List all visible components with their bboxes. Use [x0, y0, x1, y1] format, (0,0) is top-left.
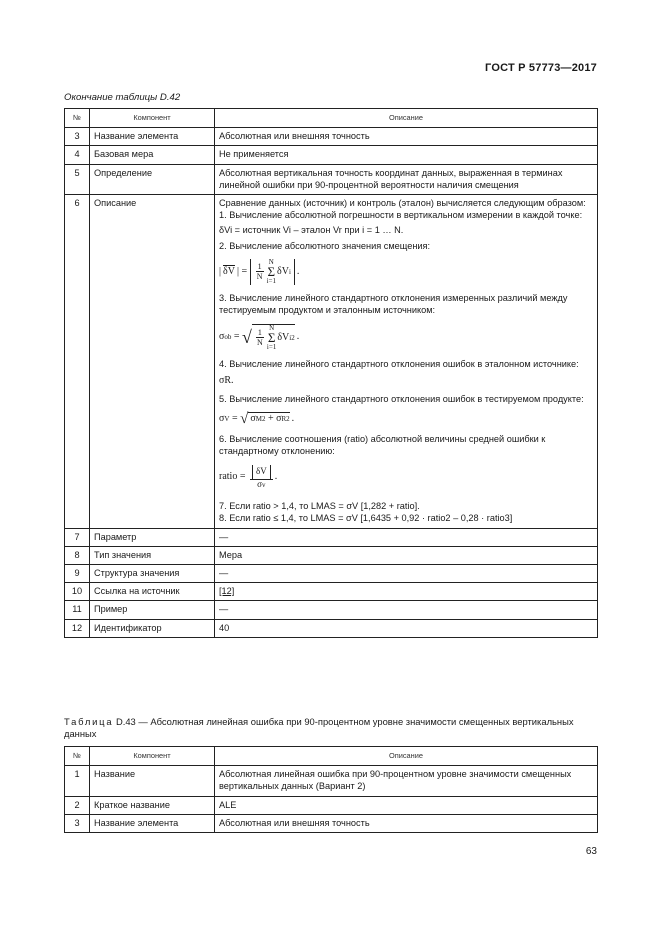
step-4: 4. Вычисление линейного стандартного отклонения ошибок в эталонном источнике: — [219, 359, 579, 370]
step-6: 6. Вычисление соотношения (ratio) абсолютной величины средней ошибки к стандартному отклонению: — [219, 433, 546, 457]
table1-caption: Окончание таблицы D.42 — [64, 92, 181, 103]
row-description: Абсолютная линейная ошибка при 90-процентном уровне значимости смещенных вертикальных данных (Вариант 2) — [215, 766, 598, 796]
row-num: 3 — [65, 814, 90, 832]
header-component: Компонент — [90, 747, 215, 766]
row-description: Абсолютная или внешняя точность — [215, 128, 598, 146]
header-num: № — [65, 109, 90, 128]
header-component: Компонент — [90, 109, 215, 128]
table-row — [65, 796, 598, 814]
row-component: Идентификатор — [90, 619, 215, 637]
formula-bias: | $\overline{\delta V}$ | = $\frac{1}{N}$ N Σ i=1 δV i . — [219, 257, 300, 285]
table2-caption-label: Таблица — [64, 716, 114, 727]
page-number: 63 — [585, 846, 597, 857]
row-description: ALE — [215, 796, 598, 814]
standard-number: ГОСТ Р 57773—2017 — [485, 62, 597, 74]
table-d42 — [64, 108, 598, 638]
row-num: 1 — [65, 766, 90, 796]
table-row — [65, 601, 598, 619]
row-num: 9 — [65, 565, 90, 583]
row-description: — — [215, 565, 598, 583]
row-component: Название элемента — [90, 814, 215, 832]
table-row — [65, 814, 598, 832]
step-8: 8. Если ratio ≤ 1,4, то LMAS = σV [1,6435 + 0,92 · ratio2 – 0,28 · ratio3] — [219, 513, 513, 524]
formula-delta-v: δVi = источник Vi – эталон Vr при i = 1 … N. — [219, 225, 404, 236]
row-component: Параметр — [90, 528, 215, 546]
table-row — [65, 128, 598, 146]
table-row — [65, 528, 598, 546]
row-component: Структура значения — [90, 565, 215, 583]
table-header-row — [65, 747, 598, 766]
row-component: Название элемента — [90, 128, 215, 146]
row-component: Название — [90, 766, 215, 796]
header-num: № — [65, 747, 90, 766]
row-description: Абсолютная вертикальная точность координат данных, выраженная в терминах линейной ошибки при 90-процентной вероятности наличия смещения — [215, 164, 598, 194]
formula-sigma-v: σV = √ σ M 2 + σ R 2 . — [219, 410, 295, 427]
row-num: 5 — [65, 164, 90, 194]
row-description: 40 — [215, 619, 598, 637]
row-description: Мера — [215, 546, 598, 564]
row-num: 10 — [65, 583, 90, 601]
table2-caption — [64, 716, 598, 739]
row-num: 3 — [65, 128, 90, 146]
formula-sigma-r: σR. — [219, 375, 234, 387]
row-component: Ссылка на источник — [90, 583, 215, 601]
step-3: 3. Вычисление линейного стандартного отклонения измеренных различий между тестируемым продуктом и эталонным источником: — [219, 292, 568, 316]
row-description: — — [215, 601, 598, 619]
row-description — [215, 195, 598, 529]
table-row-description — [65, 195, 598, 529]
row-component: Описание — [90, 195, 215, 529]
table-row — [65, 565, 598, 583]
row-num: 6 — [65, 195, 90, 529]
step-1: 1. Вычисление абсолютной погрешности в вертикальном измерении в каждой точке: — [219, 210, 583, 221]
row-component: Базовая мера — [90, 146, 215, 164]
row-description: Абсолютная или внешняя точность — [215, 814, 598, 832]
step-7: 7. Если ratio > 1,4, то LMAS = σV [1,282 + ratio]. — [219, 501, 420, 512]
row-description: Не применяется — [215, 146, 598, 164]
row-component: Определение — [90, 164, 215, 194]
table2-caption-text: D.43 — Абсолютная линейная ошибка при 90-процентном уровне значимости смещенных вертикальных данных — [64, 716, 574, 739]
table-d43 — [64, 746, 598, 833]
row-num: 4 — [65, 146, 90, 164]
step-5: 5. Вычисление линейного стандартного отклонения ошибок в тестируемом продукте: — [219, 393, 584, 404]
row-description: — — [215, 528, 598, 546]
row-num: 8 — [65, 546, 90, 564]
table-row — [65, 619, 598, 637]
table-row — [65, 164, 598, 194]
header-description: Описание — [215, 109, 598, 128]
step-intro: Сравнение данных (источник) и контроль (эталон) вычисляется следующим образом: — [219, 198, 586, 209]
row-component: Пример — [90, 601, 215, 619]
header-description: Описание — [215, 747, 598, 766]
row-component: Краткое название — [90, 796, 215, 814]
row-num: 2 — [65, 796, 90, 814]
reference-link[interactable]: [12] — [219, 586, 235, 597]
table-row — [65, 146, 598, 164]
formula-ratio: ratio = $\frac{\delta V}{\sigma v}$ . — [219, 466, 278, 489]
row-num: 7 — [65, 528, 90, 546]
table-row — [65, 546, 598, 564]
row-component: Тип значения — [90, 546, 215, 564]
table-row — [65, 766, 598, 796]
step-2: 2. Вычисление абсолютного значения смещения: — [219, 240, 431, 251]
formula-sigma-ob: σob = √ $\frac{1}{N}$ N Σ i=1 δV i 2 . — [219, 323, 300, 351]
table-header-row — [65, 109, 598, 128]
row-num: 11 — [65, 601, 90, 619]
table-row — [65, 583, 598, 601]
row-num: 12 — [65, 619, 90, 637]
row-description — [215, 583, 598, 601]
